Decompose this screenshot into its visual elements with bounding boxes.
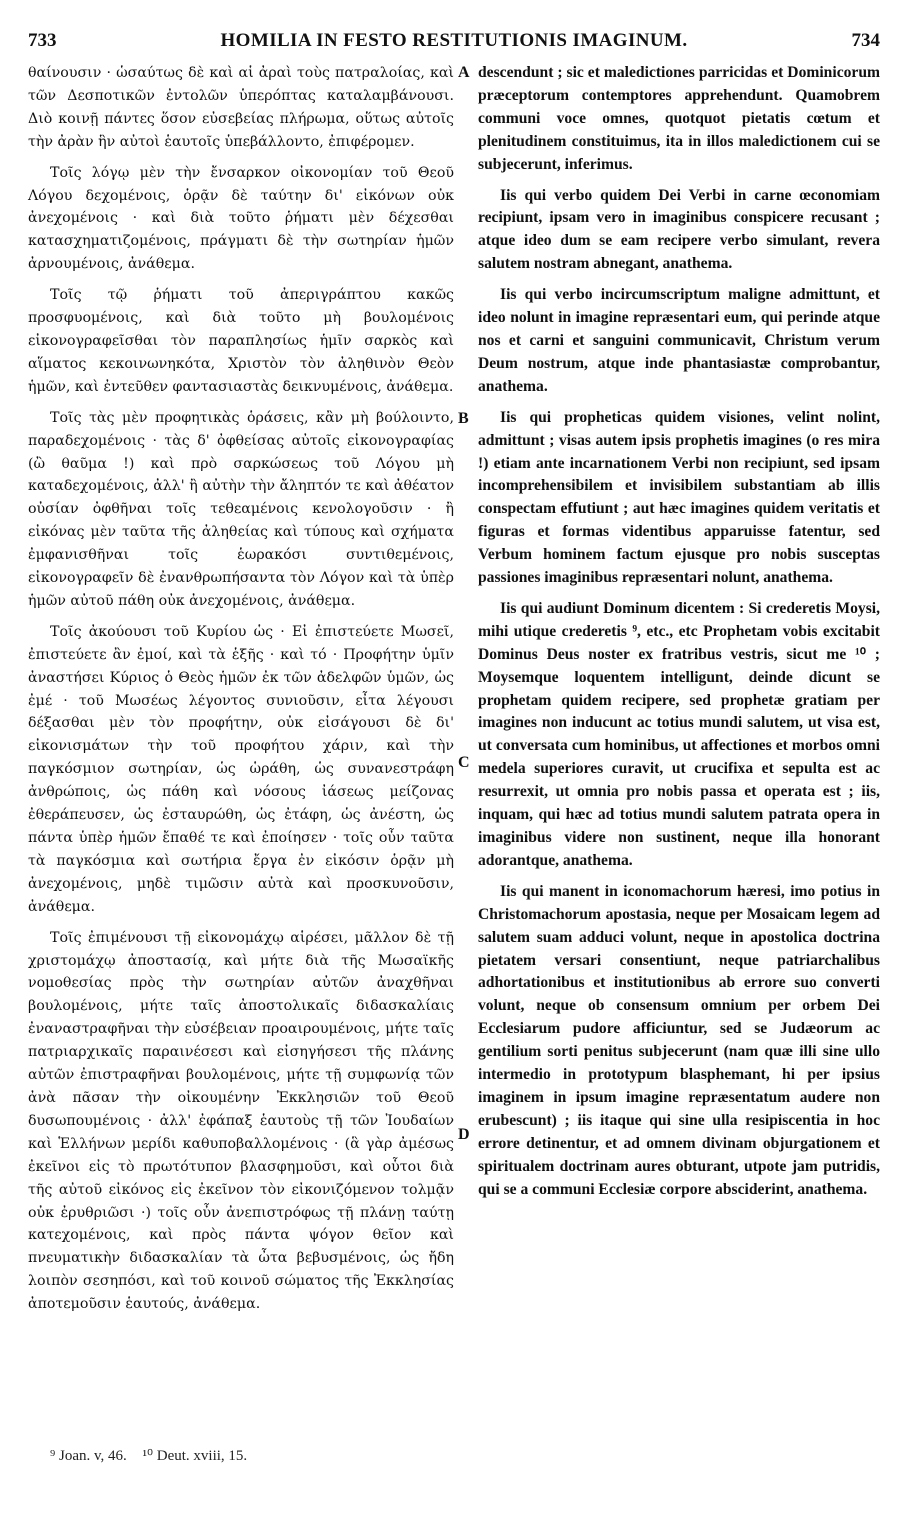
running-title: HOMILIA IN FESTO RESTITUTIONIS IMAGINUM. <box>220 30 688 51</box>
greek-paragraph: Τοῖς τῷ ῥήματι τοῦ ἀπεριγράπτου κακῶς προσφυομένοις, καὶ διὰ τοῦτο μὴ βουλομένοις εἰκονογραφεῖσθαι τὸν παραπλησίως ἡμῖν σαρκὸς καὶ αἵματος κεκοινωνηκότα, Χριστὸν τὸν ἀληθινὸν Θεὸν ἡμῶν, καὶ ἐντεῦθεν φαντασιαστὰς δεικνυμένοις, ἀνάθεμα. <box>28 287 454 395</box>
latin-paragraph: Iis qui propheticas quidem visiones, velint nolint, admittunt ; visas autem ipsis prophetis imagines (o res mira !) etiam ante incarnationem Verbi non recipiunt, sed ipsam incomprehensibilem et invisibilem substantiam ab illis conspectam effutiunt ; aut hæc imagines quidem veritatis et figuras et formas videntibus apparuisse fatentur, sed Verbum hominem factum ejusque pro nobis susceptas passiones imaginibus repræsentari nolunt, anathema. <box>478 408 880 587</box>
greek-paragraph: Τοῖς λόγῳ μὲν τὴν ἔνσαρκον οἰκονομίαν τοῦ Θεοῦ Λόγου δεχομένοις, ὁρᾷν δὲ ταύτην δι' εἰκόνων οὐκ ἀνεχομένοις · καὶ διὰ τοῦτο ῥήματι μὲν δέχεσθαι κατασχηματιζομένοις, πράγματι δὲ τὴν σωτηρίαν ἡμῶν ἀρνουμένοις, ἀνάθεμα. <box>28 164 454 273</box>
latin-paragraph: Iis qui manent in iconomachorum hæresi, imo potius in Christomachorum apostasia, neque per Mosaicam legem ad salutem suam adduci volunt, neque in apostolica doctrina pietatem versari consentiunt, neque patriarchalibus adhortationibus et institutionibus ab errore suo converti volunt, neque ob consensum omnium per orbem Dei Ecclesiarum pudore afficiuntur, sed se Judæorum ac gentilium sorti penitus subjecerunt (nam quæ illi sine ullo intermedio in prototypum blasphemant, hi per ipsius imaginem in ipsum imagine repræsentatum audere non erubescunt) ; iis itaque qui sine ulla resipiscentia in hoc errore detinentur, et ad omnem divinam objurgationem et spiritualem doctrinam aures obturant, utpote jam putridis, qui se a communi Ecclesiæ corpore absciderint, anathema. <box>478 882 880 1198</box>
latin-paragraph: Iis qui audiunt Dominum dicentem : Si crederetis Moysi, mihi utique crederetis ⁹, etc., etc Prophetam vobis excitabit Dominus Deus noster ex fratribus vestris, sicut me ¹⁰ ; Moysemque loquentem intelligunt, deinde dicunt se prophetam quidem recipere, sed prophetæ gratiam per imagines non inducunt ac totius mundi salutem, ut visa est, ut conversata cum hominibus, ut affectiones et morbos omni medela superiores curavit, ut crucifixa et sepulta est ac resurrexit, ut omnia pro nobis passa et operata est ; iis, inquam, qui hæc ad totius mundi salutem patrata opera in imaginibus videre non sustinent, neque illa honorant adorantque, anathema. <box>478 599 880 869</box>
page-number-right: 734 <box>851 30 880 51</box>
margin-marker-c: C <box>458 754 470 771</box>
margin-marker-d: D <box>458 1126 470 1143</box>
greek-paragraph: Τοῖς ἀκούουσι τοῦ Κυρίου ὡς · Εἰ ἐπιστεύετε Μωσεῖ, ἐπιστεύετε ἂν ἐμοί, καὶ τὰ ἑξῆς · καὶ τό · Προφήτην ὑμῖν ἀναστήσει Κύριος ὁ Θεὸς ἡμῶν ἐκ τῶν ἀδελφῶν ὑμῶν, ὡς ἐμέ · τοῦ Μωσέως λέγοντος συνιοῦσιν, εἶτα λέγουσι δέξασθαι μὲν τὸν προφήτην, οὐκ εἰσάγουσι δὲ δι' εἰκονισμάτων τὴν τοῦ προφήτου χάριν, καὶ τὴν παγκόσμιον σωτηρίαν, ὡς ὡράθη, ὡς συνανεστράφη ἀνθρώποις, ὡς πάθη καὶ νόσους ἰάσεως μείζονας ἐθεράπευσεν, ὡς ἐσταυρώθη, ὡς ἐτάφη, ὡς ἀνέστη, ὡς πάντα ὑπὲρ ἡμῶν ἔπαθέ τε καὶ ἐποίησεν · τοῖς οὖν ταῦτα τὰ παγκόσμια καὶ σωτήρια ἔργα ἐν εἰκόσιν ὁρᾷν μὴ ἀνεχομένοις, μηδὲ τιμῶσιν αὐτὰ καὶ προσκυνοῦσιν, ἀνάθεμα. <box>28 623 454 915</box>
footnote: ⁹ Joan. v, 46. <box>50 1448 127 1464</box>
footnotes <box>50 1446 259 1465</box>
greek-paragraph: Τοῖς τὰς μὲν προφητικὰς ὁράσεις, κἂν μὴ βούλοιντο, παραδεχομένοις · τὰς δ' ὀφθείσας αὐτοῖς εἰκονογραφίας (ὢ θαῦμα !) καὶ πρὸ σαρκώσεως τοῦ Λόγου μὴ καταδεχομένοις, ἀλλ' ἢ αὐτὴν τὴν ἄληπτόν τε καὶ ἀθέατον οὐσίαν ὀφθῆναι τοῖς τεθεαμένοις κενολογοῦσιν · ἢ εἰκόνας μὲν ταῦτα τῆς ἀληθείας καὶ τύπους καὶ σχήματα ἐμφανισθῆναι τοῖς ἑωρακόσι συντιθεμένοις, εἰκονογραφεῖν δὲ ἐνανθρωπήσαντα τὸν Λόγον καὶ τὰ ὑπὲρ ἡμῶν αὐτοῦ πάθη οὐκ ἀνεχομένοις, ἀνάθεμα. <box>28 409 454 609</box>
greek-column <box>28 62 454 1324</box>
margin-marker-a: A <box>458 64 470 81</box>
page-number-left: 733 <box>28 30 57 51</box>
page-header <box>28 30 880 56</box>
footnote: ¹⁰ Deut. xviii, 15. <box>142 1448 248 1464</box>
latin-column <box>478 62 880 1210</box>
greek-paragraph: Τοῖς ἐπιμένουσι τῇ εἰκονομάχῳ αἱρέσει, μᾶλλον δὲ τῇ χριστομάχῳ ἀποστασίᾳ, καὶ μήτε διὰ τῆς Μωσαϊκῆς νομοθεσίας πρὸς τὴν σωτηρίαν αὐτῶν ἀναχθῆναι βουλομένοις, μήτε ταῖς ἀποστολικαῖς διδασκαλίαις ἐναναστραφῆναι τὴν εὐσέβειαν προαιρουμένοις, μήτε ταῖς πατριαρχικαῖς παραινέσεσι καὶ εἰσηγήσεσι τῆς πλάνης αὐτῶν ἐπιστραφῆναι βουλομένοις, μήτε τῇ συμφωνίᾳ τῶν ἀνὰ πᾶσαν τὴν οἰκουμένην Ἐκκλησιῶν τοῦ Θεοῦ δυσωπουμένοις · ἀλλ' ἐφάπαξ ἑαυτοὺς τῇ τῶν Ἰουδαίων καὶ Ἑλλήνων μερίδι καθυποβαλλομένοις · (ἃ γὰρ ἀμέσως ἐκεῖνοι εἰς τὸ πρωτότυπον βλασφημοῦσι, καὶ οὗτοι διὰ τῆς αὐτοῦ εἰκόνος εἰς ἐκεῖνον τὸν εἰκονιζόμενον τολμᾷν οὐκ ἐρυθριῶσι ·) τοῖς οὖν ἀνεπιστρόφως τῇ πλάνῃ ταύτῃ κατεχομένοις, καὶ πρὸς πάντα ψόγον θεῖον καὶ πνευματικὴν διδασκαλίαν τὰ ὦτα βεβυσμένοις, ὡς ἤδη λοιπὸν σεσηπόσι, καὶ τοῦ κοινοῦ σώματος τῆς Ἐκκλησίας ἀποτεμοῦσιν ἑαυτούς, ἀνάθεμα. <box>28 929 454 1313</box>
greek-paragraph: θαίνουσιν · ὡσαύτως δὲ καὶ αἱ ἀραὶ τοὺς πατραλοίας, καὶ τῶν Δεσποτικῶν ἐντολῶν ὑπερόπτας καταλαμβάνουσι. Διὸ κοινῇ πάντες ὅσον εὐσεβείας πλήρωμα, οὕτως αὐτοῖς τὴν ἀρὰν ἣν αὐτοὶ ἑαυτοῖς ὑπεβάλλοντο, ἐπιφέρομεν. <box>28 65 454 150</box>
latin-paragraph: descendunt ; sic et maledictiones parricidas et Dominicorum præceptorum contemptores apprehendunt. Quamobrem communi voce omnes, quotquot pietatis cœtum et plenitudinem constituimus, ita in illos maledictionem cui se subjecerunt, inferimus. <box>478 64 880 173</box>
latin-paragraph: Iis qui verbo quidem Dei Verbi in carne œconomiam recipiunt, ipsam vero in imaginibus conspicere recusant ; atque ideo dum se eam recipere verbo simulant, revera salutem nostram abnegant, anathema. <box>478 186 880 273</box>
latin-paragraph: Iis qui verbo incircumscriptum maligne admittunt, et ideo nolunt in imagine repræsentari eum, qui perinde atque nos et carni et sanguini communicavit, Christum verum Deum nostrum, atque inde phantasiastæ comprobantur, anathema. <box>478 286 880 395</box>
margin-marker-b: B <box>458 410 469 427</box>
